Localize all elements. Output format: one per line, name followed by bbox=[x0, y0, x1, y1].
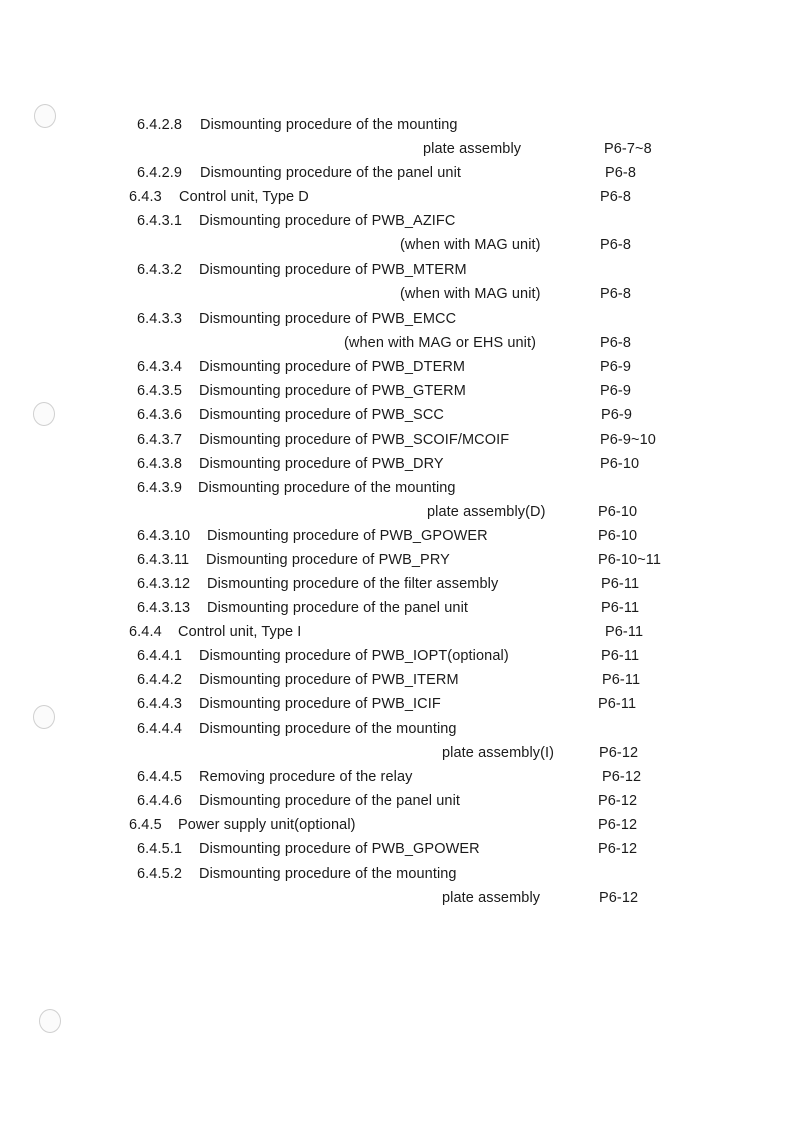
punch-hole-icon bbox=[34, 104, 56, 128]
toc-page: 6.4.2.8 Dismounting procedure of the mounting plate assembly P6-7~8 6.4.2.9 Dismounting procedure of the panel unit P6-8 6.4.3 Control unit, Type D P6-8 6.4.3.1 Dismounting procedure of PWB_AZIFC (when with MAG unit) P6-8 6.4.3.2 Dismounting procedure of PWB_MTERM (when with MAG unit) P6-8 6.4.3.3 Dismounting procedure of PWB_EMCC (when with MAG or EHS unit) P6-8 6.4.3.4 Dismounting procedure of PWB_DTERM P6-9 6.4.3.5 Dismounting procedure of PWB_GTERM P6-9 6.4.3.6 Dismounting procedure of PWB_SCC P6-9 6.4.3.7 Dismounting procedure of PWB_SCOIF/MCOIF P6-9~10 6.4.3.8 Dismounting procedure of PWB_DRY P6-10 6.4.3.9 Dismounting procedure of the mounting plate assembly(D) P6-10 6.4.3.10 Dismounting procedure of PWB_GPOWER P6-10 6.4.3.11 Dismounting procedure of PWB_PRY P6-10~11 6.4.3.12 Dismounting procedure of the filter assembly P6-11 6.4.3.13 Dismounting procedure of the panel unit P6-11 6.4.4 Control unit, Type I P6-11 6.4.4.1 Dismounting procedure of PWB_IOPT(optional) P6-11 6.4.4.2 Dismounting procedure of PWB_ITERM P6-11 6.4.4.3 Dismounting procedure of PWB_ICIF P6-11 6.4.4.4 Dismounting procedure of the mounting plate assembly(I) P6-12 6.4.4.5 Removing procedure of the relay P6-12 6.4.4.6 Dismounting procedure of the panel unit P6-12 6.4.5 Power supply unit(optional) P6-12 6.4.5.1 Dismounting procedure of PWB_GPOWER P6-12 6.4.5.2 Dismounting procedure of the mounting plate assembly P6-12 bbox=[0, 0, 793, 1122]
punch-hole-icon bbox=[39, 1009, 61, 1033]
punch-hole-icon bbox=[33, 705, 55, 729]
punch-hole-icon bbox=[33, 402, 55, 426]
